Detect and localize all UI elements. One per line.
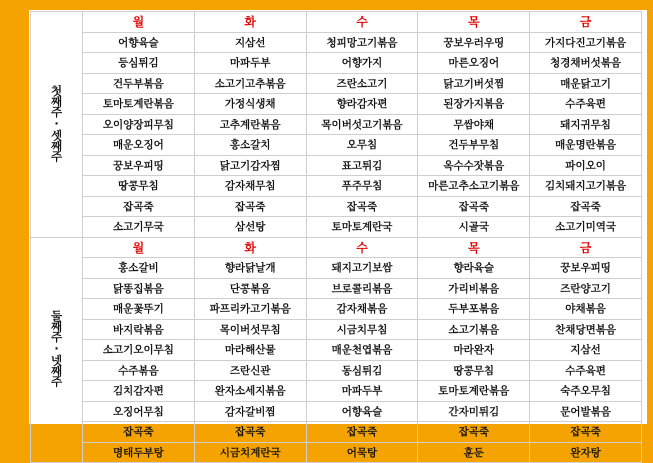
menu-item: 파프리카고기볶음 [194,299,306,320]
menu-item: 즈란소고기 [306,73,418,94]
menu-row [31,381,642,402]
menu-item: 즈란양고기 [530,278,642,299]
menu-item: 오징어무침 [83,401,195,422]
menu-item: 된장가지볶음 [418,94,530,115]
menu-item: 찬채당면볶음 [530,319,642,340]
menu-item: 숙주오무침 [530,381,642,402]
menu-item: 토마토계란국 [306,217,418,238]
menu-item: 브로콜리볶음 [306,278,418,299]
menu-item: 시금치무침 [306,319,418,340]
menu-item: 잡곡죽 [83,196,195,217]
menu-item: 매운닭고기 [530,73,642,94]
day-header-row [31,12,642,33]
menu-item: 향라감자편 [306,94,418,115]
day-header: 화 [194,12,306,33]
menu-item: 꿍보우피띵 [530,258,642,279]
weekly-menu-table [30,11,642,463]
menu-row [31,319,642,340]
menu-item: 완자탕 [530,442,642,463]
day-header: 화 [194,237,306,258]
menu-item: 시골국 [418,217,530,238]
menu-item: 가지다진고기볶음 [530,32,642,53]
menu-table-body [31,12,642,463]
menu-item: 소고기무국 [83,217,195,238]
menu-item: 즈란신관 [194,360,306,381]
menu-item: 땅콩무침 [418,360,530,381]
menu-row [31,217,642,238]
menu-row [31,278,642,299]
menu-row [31,155,642,176]
menu-item: 옥수수잣볶음 [418,155,530,176]
day-header: 월 [83,237,195,258]
menu-item: 김치돼지고기볶음 [530,176,642,197]
menu-item: 닭똥집볶음 [83,278,195,299]
menu-item: 잡곡죽 [306,422,418,443]
week-label: 둘째주·넷째주 [49,310,64,387]
menu-item: 잡곡죽 [83,422,195,443]
menu-item: 잡곡죽 [194,422,306,443]
menu-row [31,94,642,115]
menu-item: 야채볶음 [530,299,642,320]
menu-item: 수주육편 [530,360,642,381]
menu-item: 오이양장피무침 [83,114,195,135]
menu-item: 단콩볶음 [194,278,306,299]
menu-item: 청피망고기볶음 [306,32,418,53]
menu-item: 땅콩무침 [83,176,195,197]
menu-item: 감자채무침 [194,176,306,197]
menu-row [31,340,642,361]
menu-item: 감자갈비찜 [194,401,306,422]
day-header: 월 [83,12,195,33]
day-header: 금 [530,12,642,33]
menu-item: 어향가지 [306,53,418,74]
menu-item: 표고튀김 [306,155,418,176]
menu-item: 시금치계란국 [194,442,306,463]
menu-item: 가리비볶음 [418,278,530,299]
menu-item: 소고기볶음 [418,319,530,340]
menu-item: 꿍보우러우띵 [418,32,530,53]
menu-item: 토마토계란볶음 [83,94,195,115]
menu-item: 잡곡죽 [530,196,642,217]
menu-item: 감자채볶음 [306,299,418,320]
menu-item: 마파두부 [306,381,418,402]
menu-item: 돼지고기보쌈 [306,258,418,279]
menu-item: 소고기고추볶음 [194,73,306,94]
menu-row [31,442,642,463]
menu-item: 닭고기감자찜 [194,155,306,176]
week-label: 첫째주·셋째주 [49,84,64,161]
menu-item: 홍소갈치 [194,135,306,156]
menu-item: 간자미튀김 [418,401,530,422]
menu-item: 문어발볶음 [530,401,642,422]
menu-item: 수주육편 [530,94,642,115]
menu-item: 잡곡죽 [306,196,418,217]
menu-item: 동심튀김 [306,360,418,381]
week-label-cell [31,237,83,463]
menu-item: 소고기오이무침 [83,340,195,361]
menu-item: 토마토계란볶음 [418,381,530,402]
menu-item: 매운오징어 [83,135,195,156]
week-label-cell [31,12,83,238]
menu-item: 마라완자 [418,340,530,361]
menu-row [31,32,642,53]
menu-item: 소고기미역국 [530,217,642,238]
menu-item: 잡곡죽 [418,196,530,217]
menu-item: 어향육슬 [306,401,418,422]
menu-item: 꿍보우피띵 [83,155,195,176]
menu-row [31,299,642,320]
menu-item: 수주볶음 [83,360,195,381]
menu-item: 두부포볶음 [418,299,530,320]
menu-item: 완자소세지볶음 [194,381,306,402]
menu-item: 잡곡죽 [194,196,306,217]
menu-item: 삼선탕 [194,217,306,238]
menu-item: 잡곡죽 [418,422,530,443]
menu-item: 마른오징어 [418,53,530,74]
menu-item: 목이버섯고기볶음 [306,114,418,135]
menu-row [31,176,642,197]
menu-item: 청경채버섯볶음 [530,53,642,74]
menu-item: 지삼선 [194,32,306,53]
menu-item: 마파두부 [194,53,306,74]
menu-item: 향라육슬 [418,258,530,279]
day-header: 수 [306,12,418,33]
menu-item: 명태두부탕 [83,442,195,463]
menu-item: 오무침 [306,135,418,156]
day-header: 목 [418,12,530,33]
menu-item: 홍소갈비 [83,258,195,279]
menu-row [31,114,642,135]
menu-item: 매운꽃뚜기 [83,299,195,320]
menu-item: 마른고추소고기볶음 [418,176,530,197]
menu-item: 목이버섯무침 [194,319,306,340]
day-header: 금 [530,237,642,258]
menu-item: 잡곡죽 [530,422,642,443]
menu-row [31,135,642,156]
menu-item: 건두부무침 [418,135,530,156]
menu-item: 김치감자편 [83,381,195,402]
day-header-row [31,237,642,258]
menu-row [31,73,642,94]
menu-item: 닭고기버섯찜 [418,73,530,94]
menu-item: 매운천엽볶음 [306,340,418,361]
menu-item: 바지락볶음 [83,319,195,340]
menu-item: 훈둔 [418,442,530,463]
menu-item: 푸주무침 [306,176,418,197]
menu-item: 향라닭날개 [194,258,306,279]
menu-item: 건두부볶음 [83,73,195,94]
menu-item: 마라해산물 [194,340,306,361]
day-header: 수 [306,237,418,258]
menu-item: 지삼선 [530,340,642,361]
menu-row [31,53,642,74]
menu-item: 매운명란볶음 [530,135,642,156]
menu-row [31,401,642,422]
menu-item: 돼지귀무침 [530,114,642,135]
menu-row [31,258,642,279]
menu-row [31,196,642,217]
menu-item: 파이오이 [530,155,642,176]
menu-page [29,10,647,459]
menu-item: 어묵탕 [306,442,418,463]
menu-item: 무쌈야채 [418,114,530,135]
menu-item: 등심튀김 [83,53,195,74]
menu-item: 고추계란볶음 [194,114,306,135]
menu-item: 가정식생채 [194,94,306,115]
menu-row [31,360,642,381]
menu-item: 어향육슬 [83,32,195,53]
day-header: 목 [418,237,530,258]
